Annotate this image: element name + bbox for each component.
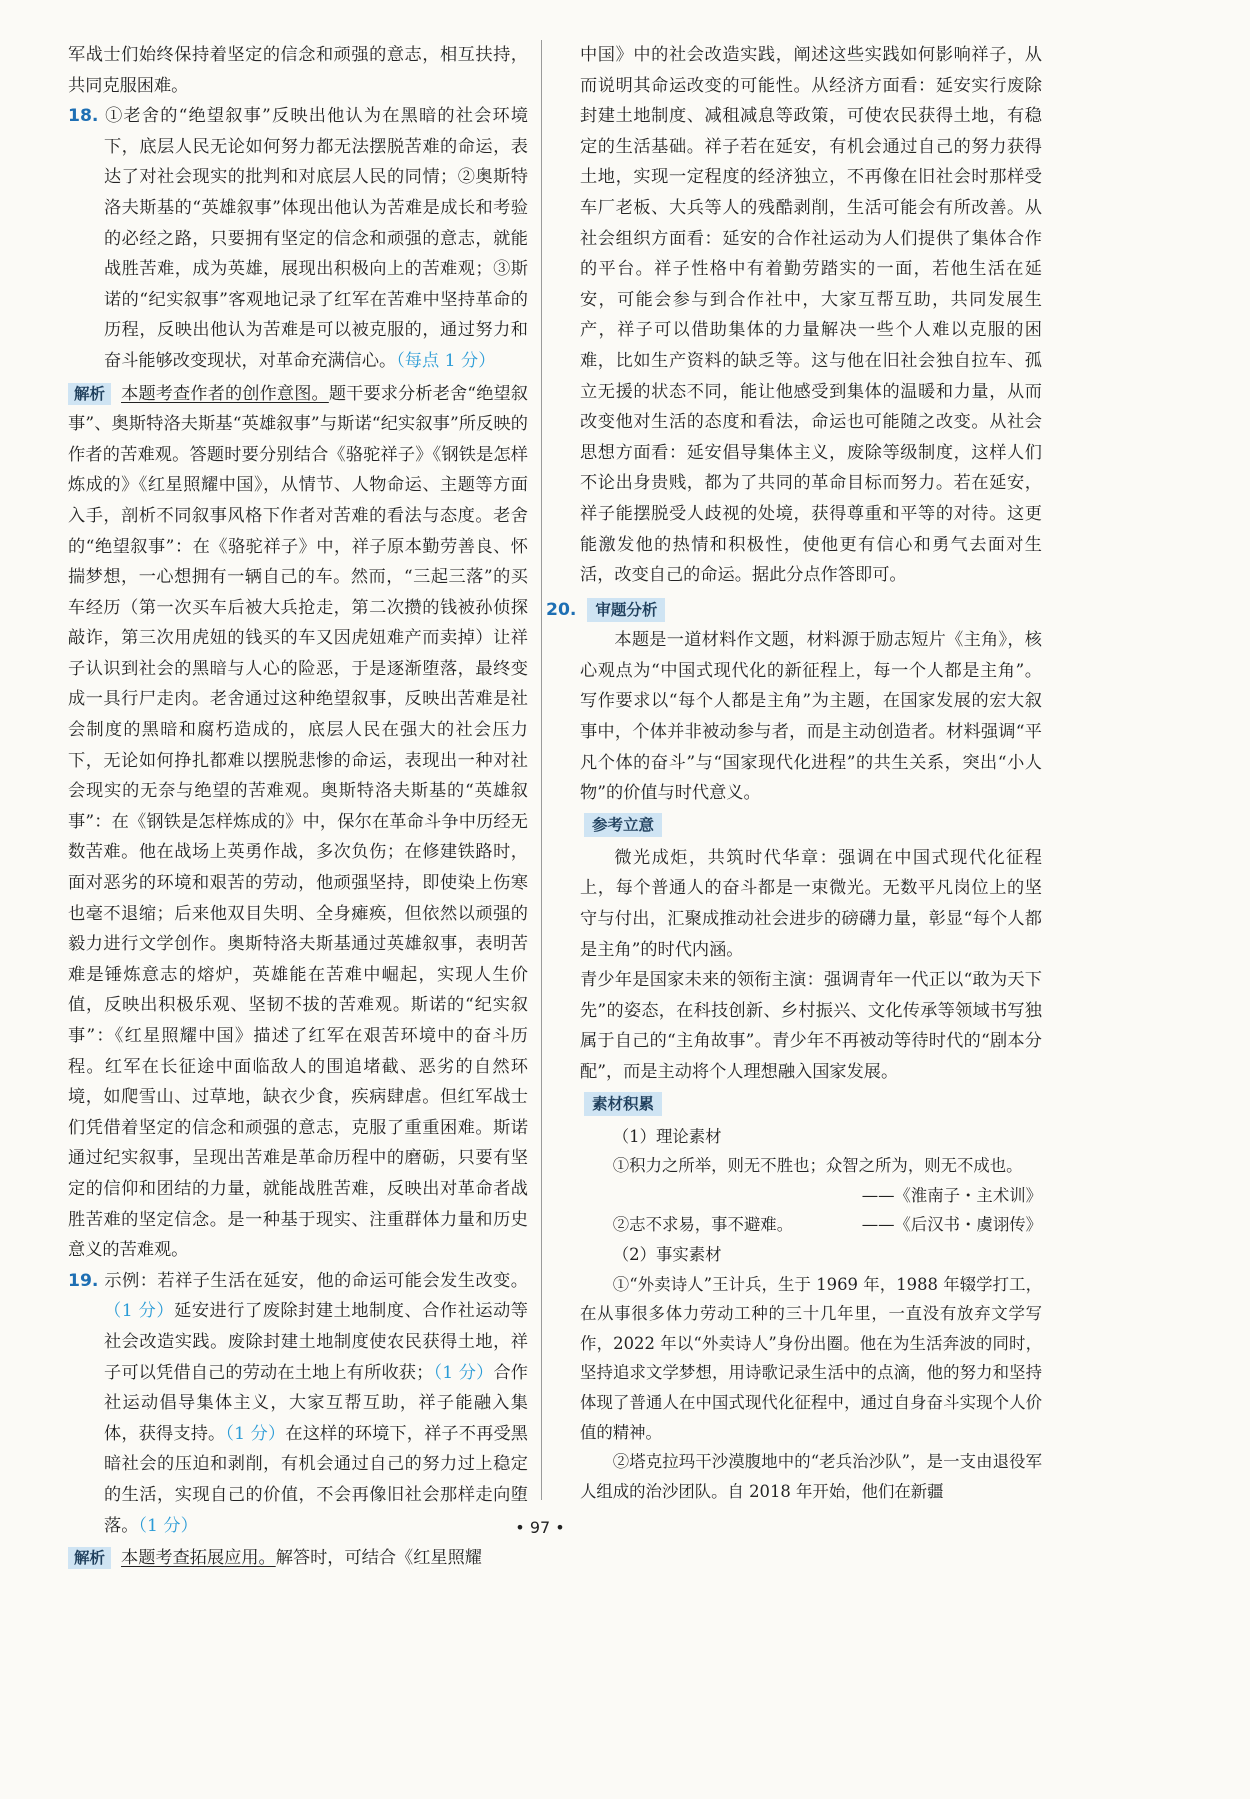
- q19-seg2: 延安进行了废除封建土地制度、合作社运动等社会改造实践。废除封建土地制度使农民获得土地，祥子可以凭借自己的劳动在土地上有所收获；: [104, 1301, 528, 1383]
- column-divider: [541, 40, 542, 1500]
- q20-analysis: 本题是一道材料作文题，材料源于励志短片《主角》，核心观点为“中国式现代化的新征程上，每一个人都是主角”。写作要求以“每个人都是主角”为主题，在国家发展的宏大叙事中，个体并非被动参与者，而是主动创造者。材料强调“平凡个体的奋斗”与“国家现代化进程”的共生关系，突出“小人物”的价值与时代意义。: [580, 630, 1042, 804]
- quote2-text: ②志不求易，事不避难。: [612, 1215, 794, 1235]
- q19-score1: （1 分）: [104, 1301, 175, 1322]
- q18-score: （每点 1 分）: [396, 350, 496, 371]
- q19-seg3: 合作社运动倡导集体主义，大家互帮互助，祥子能融入集体，获得支持。: [104, 1362, 528, 1444]
- q19-analysis: [68, 1543, 528, 1574]
- q20-material-tag: 素材积累: [584, 1092, 662, 1116]
- q20-heading: [546, 595, 1042, 626]
- quote1-source: ——《淮南子・主术训》: [861, 1185, 1042, 1205]
- q19-seg4: 在这样的环境下，祥子不再受黑暗社会的压迫和剥削，有机会通过自己的努力过上稳定的生活，实现自己的价值，不会再像旧社会那样走向堕落。: [104, 1423, 528, 1536]
- q18-answer-text: ①老舍的“绝望叙事”反映出他认为在黑暗的社会环境下，底层人民无论如何努力都无法摆脱苦难的命运，表达了对社会现实的批判和对底层人民的同情；②奥斯特洛夫斯基的“英雄叙事”体现出他认为苦难是成长和考验的必经之路，只要拥有坚定的信念和顽强的意志，就能战胜苦难，成为英雄，展现出积极向上的苦难观；③斯诺的“纪实叙事”客观地记录了红军在苦难中坚持革命的历程，反映出他认为苦难是可以被克服的，通过努力和奋斗能够改变现状，对革命充满信心。: [104, 106, 529, 371]
- theory-heading: （1）理论素材: [612, 1126, 722, 1146]
- q19-analysis-lead: 本题考查拓展应用。: [121, 1548, 276, 1569]
- fact-heading: （2）事实素材: [612, 1244, 722, 1264]
- q19-analysis-tag: 解析: [68, 1547, 111, 1569]
- q18-analysis-lead: 本题考查作者的创作意图。: [121, 383, 329, 404]
- fact1: ①“外卖诗人”王计兵，生于 1969 年，1988 年辍学打工，在从事很多体力劳动工种的三十几年里，一直没有放弃文学写作，2022 年以“外卖诗人”身份出圈。他在为生活奔波的同时，坚持追求文学梦想，用诗歌记录生活中的点滴，他的努力和坚持体现了普通人在中国式现代化征程中，通过自身奋斗实现个人价值的精神。: [580, 1274, 1042, 1442]
- page-number: • 97 •: [515, 1518, 565, 1537]
- q19-seg1: 示例：若祥子生活在延安，他的命运可能会发生改变。: [104, 1270, 528, 1291]
- q18-answer: [68, 101, 528, 376]
- q20-analysis-tag: 审题分析: [587, 598, 665, 622]
- q20-idea2: 青少年是国家未来的领衔主演：强调青年一代正以“敢为天下先”的姿态，在科技创新、乡村振兴、文化传承等领域书写独属于自己的“主角故事”。青少年不再被动等待时代的“剧本分配”，而是主动将个人理想融入国家发展。: [580, 970, 1042, 1082]
- right-column: [546, 40, 1042, 1506]
- quote2-source: ——《后汉书・虞诩传》: [861, 1215, 1042, 1235]
- q19-number: 19.: [68, 1270, 99, 1291]
- q19-score2: （1 分）: [433, 1362, 494, 1383]
- fact2: ②塔克拉玛干沙漠腹地中的“老兵治沙队”，是一支由退役军人组成的治沙团队。自 2018 年开始，他们在新疆: [580, 1452, 1042, 1501]
- q19-score4: （1 分）: [138, 1515, 198, 1536]
- q19-analysis-continuation: 中国》中的社会改造实践，阐述这些实践如何影响祥子，从而说明其命运改变的可能性。从经济方面看：延安实行废除封建土地制度、减租减息等政策，可使农民获得土地，有稳定的生活基础。祥子若在延安，有机会通过自己的努力获得土地，实现一定程度的经济独立，不再像在旧社会时那样受车厂老板、大兵等人的残酷剥削，生活可能会有所改善。从社会组织方面看：延安的合作社运动为人们提供了集体合作的平台。祥子性格中有着勤劳踏实的一面，若他生活在延安，可能会参与到合作社中，大家互帮互助，共同发展生产，祥子可以借助集体的力量解决一些个人难以克服的困难，比如生产资料的缺乏等。这与他在旧社会独自拉车、孤立无援的状态不同，能让他感受到集体的温暖和力量，从而改变他对生活的态度和看法，命运也可能随之改变。从社会思想方面看：延安倡导集体主义，废除等级制度，这样人们不论出身贵贱，都为了共同的革命目标而努力。若在延安，祥子能摆脱受人歧视的处境，获得尊重和平等的对待。这更能激发他的热情和积极性，使他更有信心和勇气去面对生活，改变自己的命运。据此分点作答即可。: [580, 45, 1042, 586]
- q17-continuation: 军战士们始终保持着坚定的信念和顽强的意志，相互扶持，共同克服困难。: [68, 45, 528, 96]
- q19-score3: （1 分）: [225, 1423, 286, 1444]
- left-column: [68, 40, 528, 1574]
- q20-idea-tag: 参考立意: [584, 813, 662, 837]
- q20-number: 20.: [546, 599, 577, 620]
- q19-answer: [68, 1266, 528, 1541]
- q18-analysis-tag: 解析: [68, 383, 111, 405]
- q18-number: 18.: [68, 106, 99, 127]
- q19-analysis-body: 解答时，可结合《红星照耀: [275, 1548, 482, 1569]
- quote2: [580, 1210, 1042, 1240]
- q18-analysis: [68, 379, 528, 1266]
- q20-idea1: 微光成炬，共筑时代华章：强调在中国式现代化征程上，每个普通人的奋斗都是一束微光。无数平凡岗位上的坚守与付出，汇聚成推动社会进步的磅礴力量，彰显“每个人都是主角”的时代内涵。: [580, 847, 1042, 960]
- quote1: ①积力之所举，则无不胜也；众智之所为，则无不成也。: [612, 1156, 1023, 1176]
- q18-analysis-body: 题干要求分析老舍“绝望叙事”、奥斯特洛夫斯基“英雄叙事”与斯诺“纪实叙事”所反映的作者的苦难观。答题时要分别结合《骆驼祥子》《钢铁是怎样炼成的》《红星照耀中国》，从情节、人物命运、主题等方面入手，剖析不同叙事风格下作者对苦难的看法与态度。老舍的“绝望叙事”：在《骆驼祥子》中，祥子原本勤劳善良、怀揣梦想，一心想拥有一辆自己的车。然而，“三起三落”的买车经历（第一次买车后被大兵抢走，第二次攒的钱被孙侦探敲诈，第三次用虎妞的钱买的车又因虎妞难产而卖掉）让祥子认识到社会的黑暗与人心的险恶，于是逐渐堕落，最终变成一具行尸走肉。老舍通过这种绝望叙事，反映出苦难是社会制度的黑暗和腐朽造成的，底层人民在强大的社会压力下，无论如何挣扎都难以摆脱悲惨的命运，表现出一种对社会现实的无奈与绝望的苦难观。奥斯特洛夫斯基的“英雄叙事”：在《钢铁是怎样炼成的》中，保尔在革命斗争中历经无数苦难。他在战场上英勇作战，多次负伤；在修建铁路时，面对恶劣的环境和艰苦的劳动，他顽强坚持，即使染上伤寒也毫不退缩；后来他双目失明、全身瘫痪，但依然以顽强的毅力进行文学创作。奥斯特洛夫斯基通过英雄叙事，表明苦难是锤炼意志的熔炉，英雄能在苦难中崛起，实现人生价值，反映出积极乐观、坚韧不拔的苦难观。斯诺的“纪实叙事”：《红星照耀中国》描述了红军在艰苦环境中的奋斗历程。红军在长征途中面临敌人的围追堵截、恶劣的自然环境，如爬雪山、过草地，缺衣少食，疾病肆虐。但红军战士们凭借着坚定的信念和顽强的意志，克服了重重困难。斯诺通过纪实叙事，呈现出苦难是革命历程中的磨砺，只要有坚定的信仰和团结的力量，就能战胜苦难，反映出对革命者战胜苦难的坚定信念。是一种基于现实、注重群体力量和历史意义的苦难观。: [68, 383, 528, 1261]
